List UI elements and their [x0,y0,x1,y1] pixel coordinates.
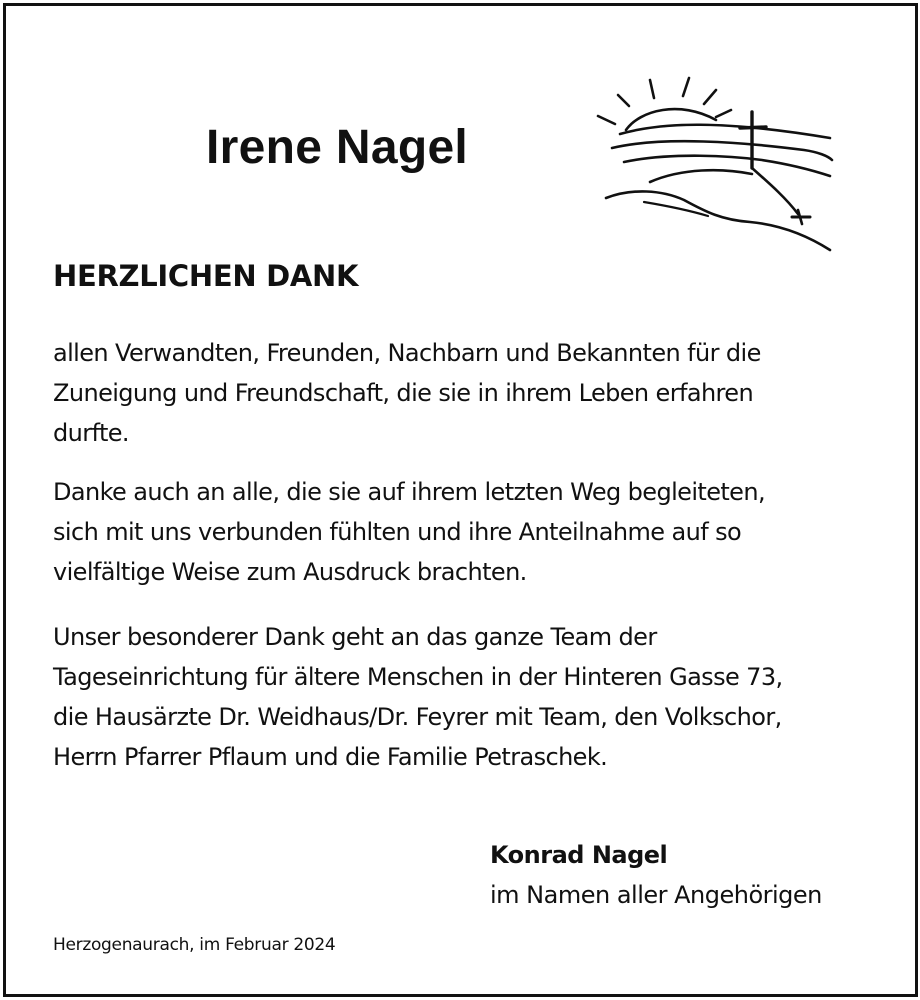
thanks-paragraph-special [53,617,783,777]
thanks-paragraph-mourners [53,472,765,592]
paragraph-line: durfte. [53,419,129,447]
deceased-name: Irene Nagel [206,121,469,174]
paragraph-line: Unser besonderer Dank geht an das ganze Team der [53,623,657,651]
signature-block [490,835,822,915]
paragraph-line: vielfältige Weise zum Ausdruck brachten. [53,558,527,586]
thanks-paragraph-relatives [53,333,761,453]
place-and-date: Herzogenaurach, im Februar 2024 [53,935,336,955]
sunrise-hills-cross-icon [592,72,842,257]
paragraph-line: Herrn Pfarrer Pflaum und die Familie Petraschek. [53,743,608,771]
paragraph-line: Tageseinrichtung für ältere Menschen in der Hinteren Gasse 73, [53,663,783,691]
paragraph-line: Danke auch an alle, die sie auf ihrem letzten Weg begleiteten, [53,478,765,506]
thanks-heading: HERZLICHEN DANK [53,259,359,293]
paragraph-line: Zuneigung und Freundschaft, die sie in ihrem Leben erfahren [53,379,754,407]
signatory-role: im Namen aller Angehörigen [490,881,822,909]
paragraph-line: allen Verwandten, Freunden, Nachbarn und Bekannten für die [53,339,761,367]
paragraph-line: die Hausärzte Dr. Weidhaus/Dr. Feyrer mit Team, den Volkschor, [53,703,782,731]
paragraph-line: sich mit uns verbunden fühlten und ihre Anteilnahme auf so [53,518,742,546]
signatory-name: Konrad Nagel [490,841,668,869]
